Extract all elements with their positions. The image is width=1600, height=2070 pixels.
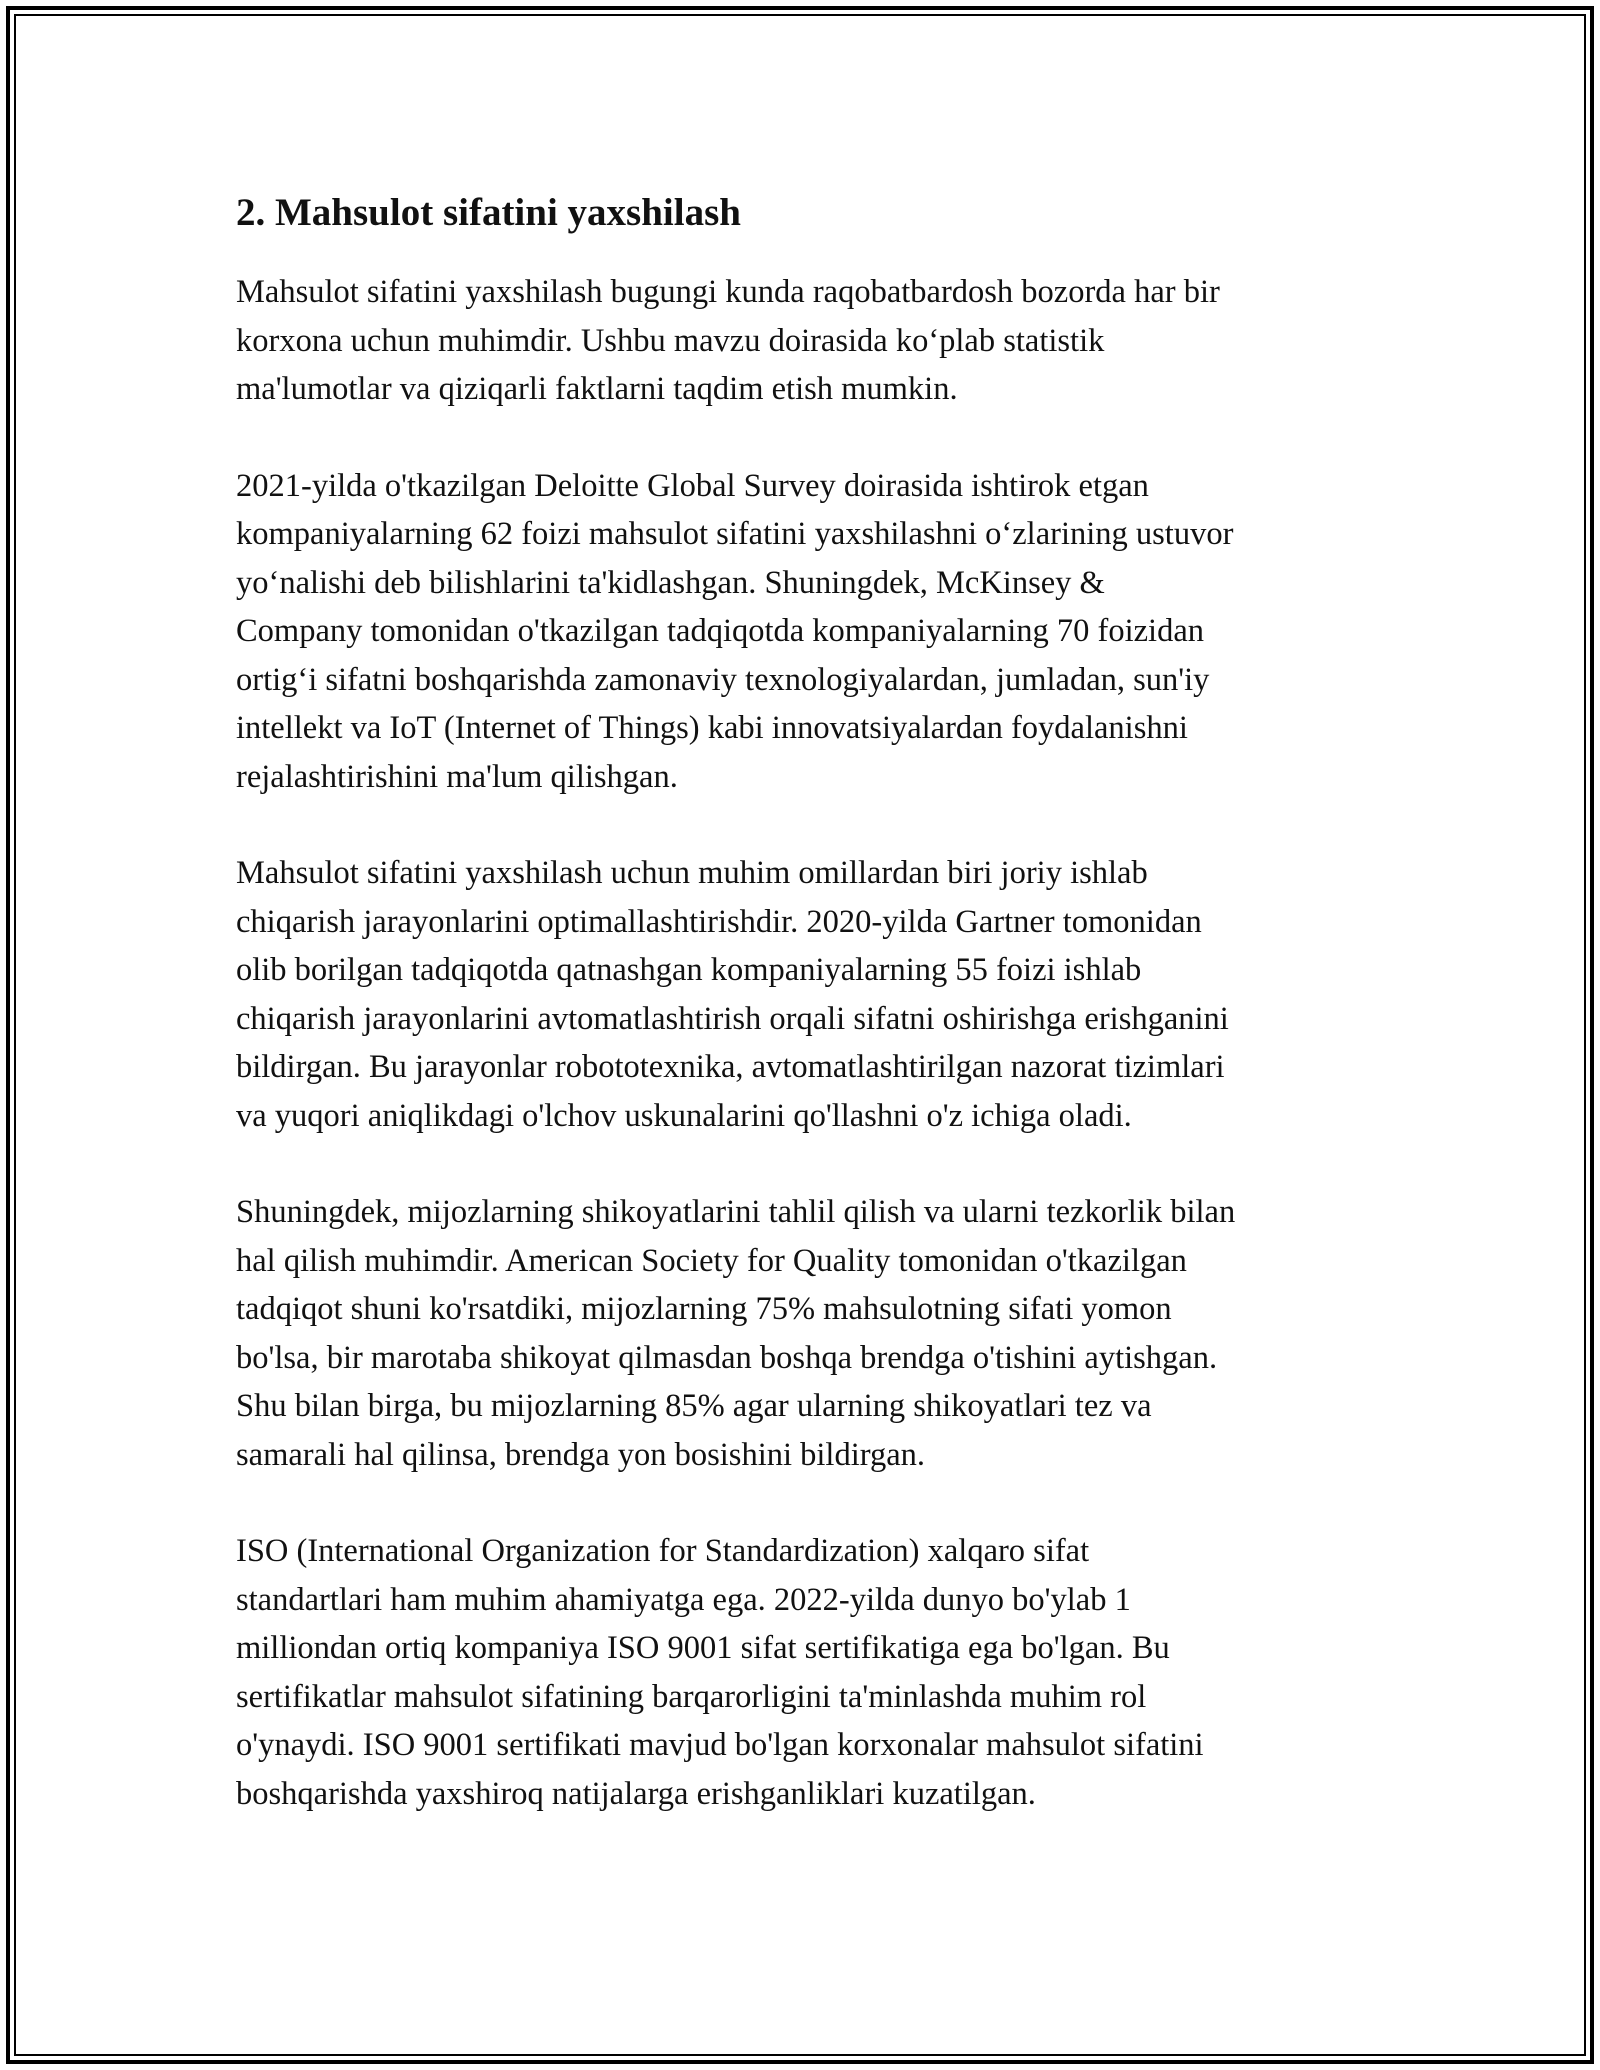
section-heading: 2. Mahsulot sifatini yaxshilash bbox=[236, 191, 741, 234]
paragraph-process-optimization: Mahsulot sifatini yaxshilash uchun muhim omillardan biri joriy ishlab chiqarish jarayonlarini optimallashtirishdir. 2020-yilda Gartner tomonidan olib borilgan tadqiqotda qatnashgan kompaniyalarning 55 foizi ishlab chiqarish jarayonlarini avtomatlashtirish orqali sifatni oshirishga erishganini bildirgan. Bu jarayonlar robototexnika, avtomatlashtirilgan nazorat tizimlari va yuqori aniqlikdagi o'lchov uskunalarini qo'llashni o'z ichiga oladi. bbox=[236, 855, 1229, 1134]
paragraph-intro: Mahsulot sifatini yaxshilash bugungi kunda raqobatbardosh bozorda har bir korxona uchun muhimdir. Ushbu mavzu doirasida ko‘plab statistik ma'lumotlar va qiziqarli faktlarni taqdim etish mumkin. bbox=[236, 274, 1220, 407]
paragraph-iso-standards: ISO (International Organization for Standardization) xalqaro sifat standartlari ham muhim ahamiyatga ega. 2022-yilda dunyo bo'ylab 1 milliondan ortiq kompaniya ISO 9001 sifat sertifikatiga ega bo'lgan. Bu sertifikatlar mahsulot sifatining barqarorligini ta'minlashda muhim rol o'ynaydi. ISO 9001 sertifikati mavjud bo'lgan korxonalar mahsulot sifatini boshqarishda yaxshiroq natijalarga erishganliklari kuzatilgan. bbox=[236, 1533, 1204, 1812]
paragraph-customer-complaints: Shuningdek, mijozlarning shikoyatlarini tahlil qilish va ularni tezkorlik bilan hal qilish muhimdir. American Society for Quality tomonidan o'tkazilgan tadqiqot shuni ko'rsatdiki, mijozlarning 75% mahsulotning sifati yomon bo'lsa, bir marotaba shikoyat qilmasdan boshqa brendga o'tishini aytishgan. Shu bilan birga, bu mijozlarning 85% agar ularning shikoyatlari tez va samarali hal qilinsa, brendga yon bosishini bildirgan. bbox=[236, 1194, 1236, 1473]
document-body bbox=[236, 190, 1376, 1866]
paragraph-surveys: 2021-yilda o'tkazilgan Deloitte Global Survey doirasida ishtirok etgan kompaniyalarning 62 foizi mahsulot sifatini yaxshilashni o‘zlarining ustuvor yo‘nalishi deb bilishlarini ta'kidlashgan. Shuningdek, McKinsey & Company tomonidan o'tkazilgan tadqiqotda kompaniyalarning 70 foizidan ortig‘i sifatni boshqarishda zamonaviy texnologiyalardan, jumladan, sun'iy intellekt va IoT (Internet of Things) kabi innovatsiyalardan foydalanishni rejalashtirishini ma'lum qilishgan. bbox=[236, 467, 1234, 795]
